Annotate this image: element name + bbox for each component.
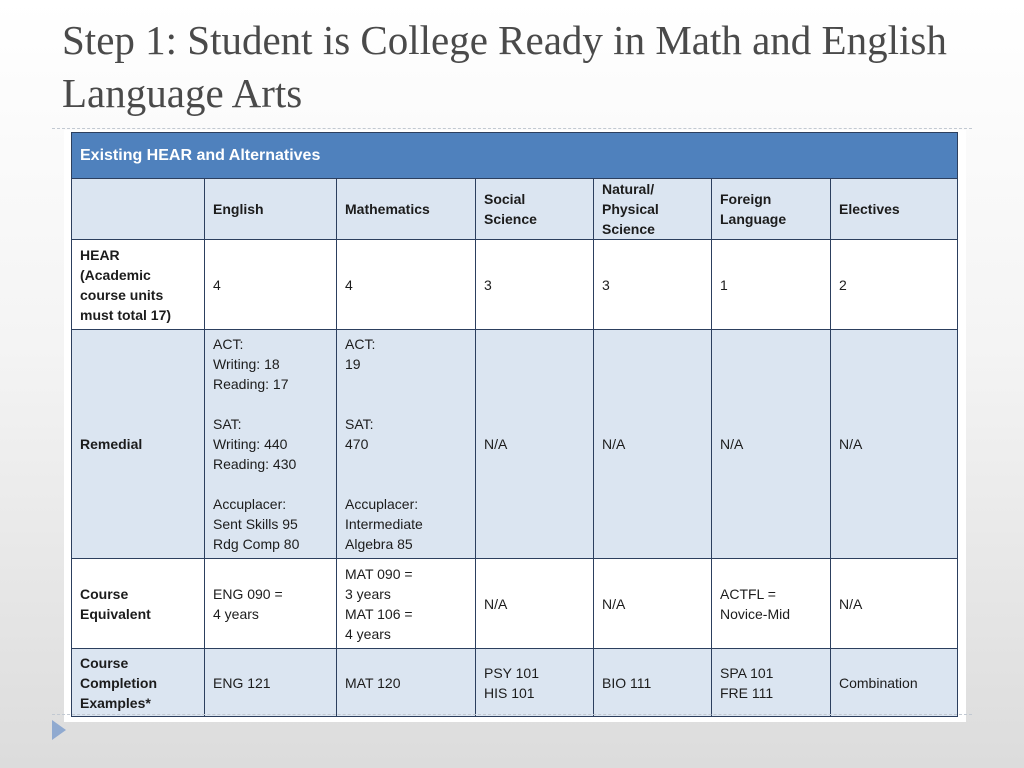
cell-remedial-social-science: N/A <box>476 330 594 559</box>
row-label-course-completion: Course Completion Examples* <box>72 649 205 717</box>
hear-alternatives-table <box>71 132 958 717</box>
cell-completion-electives: Combination <box>831 649 958 717</box>
cell-equivalent-foreign-language: ACTFL = Novice-Mid <box>712 559 831 649</box>
column-header-mathematics: Mathematics <box>337 179 476 240</box>
table-heading: Existing HEAR and Alternatives <box>72 133 958 179</box>
cell-equivalent-mathematics: MAT 090 = 3 years MAT 106 = 4 years <box>337 559 476 649</box>
cell-equivalent-social-science: N/A <box>476 559 594 649</box>
triangle-bullet-icon <box>52 720 66 740</box>
cell-equivalent-electives: N/A <box>831 559 958 649</box>
cell-equivalent-english: ENG 090 = 4 years <box>205 559 337 649</box>
cell-remedial-foreign-language: N/A <box>712 330 831 559</box>
cell-completion-natural-physical-science: BIO 111 <box>594 649 712 717</box>
table-frame <box>64 130 966 722</box>
footer-divider <box>52 714 972 715</box>
cell-equivalent-natural-physical-science: N/A <box>594 559 712 649</box>
cell-hear-natural-physical-science: 3 <box>594 240 712 330</box>
cell-hear-mathematics: 4 <box>337 240 476 330</box>
row-label-hear: HEAR (Academic course units must total 17) <box>72 240 205 330</box>
column-header-english: English <box>205 179 337 240</box>
cell-completion-social-science: PSY 101 HIS 101 <box>476 649 594 717</box>
row-label-course-equivalent: Course Equivalent <box>72 559 205 649</box>
cell-remedial-english: ACT: Writing: 18 Reading: 17 SAT: Writing: 440 Reading: 430 Accuplacer: Sent Skills 95 Rdg Comp 80 <box>205 330 337 559</box>
table-row-remedial <box>72 330 958 559</box>
cell-remedial-natural-physical-science: N/A <box>594 330 712 559</box>
slide-title: Step 1: Student is College Ready in Math and English Language Arts <box>62 17 947 116</box>
column-header-natural-physical-science: Natural/ Physical Science <box>594 179 712 240</box>
cell-remedial-mathematics: ACT: 19 SAT: 470 Accuplacer: Intermediate Algebra 85 <box>337 330 476 559</box>
cell-hear-foreign-language: 1 <box>712 240 831 330</box>
cell-hear-electives: 2 <box>831 240 958 330</box>
cell-completion-foreign-language: SPA 101 FRE 111 <box>712 649 831 717</box>
column-header-electives: Electives <box>831 179 958 240</box>
cell-hear-english: 4 <box>205 240 337 330</box>
table-row-course-equivalent <box>72 559 958 649</box>
cell-remedial-electives: N/A <box>831 330 958 559</box>
column-header-foreign-language: Foreign Language <box>712 179 831 240</box>
table-row-hear <box>72 240 958 330</box>
column-header-blank <box>72 179 205 240</box>
cell-completion-english: ENG 121 <box>205 649 337 717</box>
cell-completion-mathematics: MAT 120 <box>337 649 476 717</box>
table-row-course-completion <box>72 649 958 717</box>
title-divider <box>52 128 972 129</box>
row-label-remedial: Remedial <box>72 330 205 559</box>
column-header-social-science: Social Science <box>476 179 594 240</box>
column-header-row <box>72 179 958 240</box>
cell-hear-social-science: 3 <box>476 240 594 330</box>
table-heading-row <box>72 133 958 179</box>
